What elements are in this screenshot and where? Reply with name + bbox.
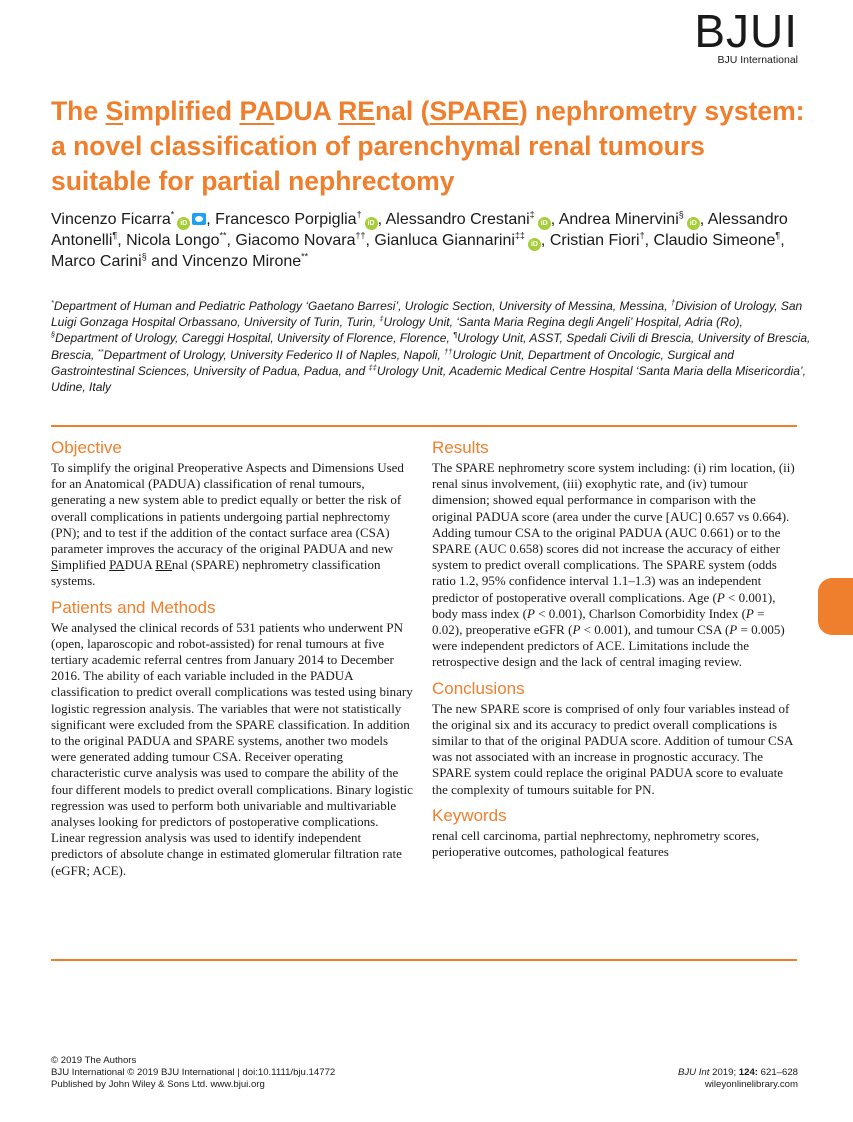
article-title: The Simplified PADUA REnal (SPARE) nephrometry system: a novel classification of parenchymal renal tumours suitable for partial nephrectomy — [51, 96, 805, 196]
results-heading: Results — [432, 438, 489, 457]
footer-copyright — [51, 1055, 335, 1091]
conclusions-heading: Conclusions — [432, 678, 525, 698]
orcid-icon[interactable]: iD — [365, 217, 378, 230]
affiliations: *Department of Human and Pediatric Pathology ‘Gaetano Barresi’, Urologic Section, University of Messina, Messina, †Division of Urology, San Luigi Gonzaga Hospital Orbassano, University of Turin, Turin, ‡Urology Unit, ‘Santa Maria Regina degli Angeli’ Hospital, Adria (Ro), §Department of Urology, Careggi Hospital, University of Florence, Florence, ¶Urology Unit, ASST, Spedali Civili di Brescia, University of Brescia, Brescia, **Department of Urology, University Federico II of Naples, Napoli, ††Urologic Unit, Department of Oncologic, Surgical and Gastrointestinal Sciences, University of Padua, Padua, and ‡‡Urology Unit, Academic Medical Centre Hospital ‘Santa Maria della Misericordia’, Udine, Italy — [51, 298, 811, 395]
abstract-left-column — [51, 438, 415, 879]
orcid-icon[interactable]: iD — [177, 217, 190, 230]
orcid-icon[interactable]: iD — [538, 217, 551, 230]
journal-name: BJU International — [717, 54, 798, 66]
publisher-site-link[interactable]: wileyonlinelibrary.com — [704, 1079, 798, 1090]
journal-logo — [694, 5, 798, 66]
results-text: The SPARE nephrometry score system including: (i) rim location, (ii) renal sinus involvement, (iii) exophytic rate, and (iv) tumour dimension; showed equal performance in comparison with the original PADUA score (area under the curve [AUC] 0.657 vs 0.664). Adding tumour CSA to the original PADUA (AUC 0.661) or to the SPARE (AUC 0.658) scores did not increase the accuracy of either system to predict overall complications. The SPARE system (odds ratio 1.2, 95% confidence interval 1.1–1.3) was an independent predictor of postoperative overall complications. Age (P < 0.001), body mass index (P < 0.001), Charlson Comorbidity Index (P = 0.02), preoperative eGFR (P < 0.001), and tumour CSA (P = 0.005) were independent predictors of ACE. Limitations include the retrospective design and the lack of central imaging review. — [432, 460, 795, 670]
citation-line: BJU Int 2019; 124: 621–628 — [677, 1067, 798, 1078]
conclusions-text: The new SPARE score is comprised of only four variables instead of the original six and its accuracy to predict overall complications is similar to that of the original PADUA score. Addition of tumour CSA was not associated with an increase in prognostic accuracy. The SPARE system could replace the original PADUA score to evaluate the complexity of tumours suitable for PN. — [432, 700, 793, 797]
footer-line-3: Published by John Wiley & Sons Ltd. www.bjui.org — [51, 1079, 265, 1090]
orcid-icon[interactable]: iD — [528, 238, 541, 251]
journal-logo-mark: BJUI — [694, 5, 798, 57]
methods-text: We analysed the clinical records of 531 patients who underwent PN (open, laparoscopic and robot-assisted) for renal tumours at five tertiary academic referral centres from January 2014 to December 2016. The ability of each variable included in the PADUA classification to predict overall complications was tested using binary logistic regression analysis. The variables that were not statistically significant were excluded from the SPARE classification. In addition to the original PADUA and SPARE systems, another two models were generated adding tumour CSA. Receiver operating characteristic curve analysis was used to compare the ability of the four different models to predict overall complications. Binary logistic regression was used to perform both univariable and multivariable analyses looking for predictors of postoperative complications. Linear regression analysis was used to identify independent predictors of absolute change in estimated glomerular filtration rate (eGFR; ACE). — [51, 619, 413, 878]
objective-heading: Objective — [51, 438, 122, 457]
abstract-top-rule — [51, 425, 797, 427]
author-list: Vincenzo Ficarra*iD , Francesco Porpiglia†iD , Alessandro Crestani‡iD , Andrea Minervini§iD , Alessandro Antonelli¶, Nicola Longo**, Giacomo Novara††, Gianluca Giannarini‡‡iD , Cristian Fiori†, Claudio Simeone¶, Marco Carini§ and Vincenzo Mirone** — [51, 209, 788, 270]
keywords-text: renal cell carcinoma, partial nephrectomy, nephrometry scores, perioperative outcomes, pathological features — [432, 827, 760, 860]
methods-heading: Patients and Methods — [51, 597, 216, 617]
orcid-icon[interactable]: iD — [687, 217, 700, 230]
objective-text: To simplify the original Preoperative Aspects and Dimensions Used for an Anatomical (PADUA) classification of renal tumours, generating a new system able to predict equally or better the risk of overall complications in patients undergoing partial nephrectomy (PN); and to test if the addition of the contact surface area (CSA) parameter improves the accuracy of the original PADUA and new Simplified PADUA REnal (SPARE) nephrometry classification systems. — [51, 460, 404, 589]
twitter-icon[interactable] — [192, 213, 206, 225]
abstract-right-column — [432, 438, 796, 860]
footer-line-2: BJU International © 2019 BJU International | doi:10.1111/bju.14772 — [51, 1067, 336, 1078]
footer-citation — [678, 1067, 798, 1091]
section-tab-marker — [818, 578, 853, 635]
abstract-bottom-rule — [51, 959, 797, 961]
keywords-heading: Keywords — [432, 805, 507, 825]
footer-line-1: © 2019 The Authors — [51, 1055, 137, 1066]
